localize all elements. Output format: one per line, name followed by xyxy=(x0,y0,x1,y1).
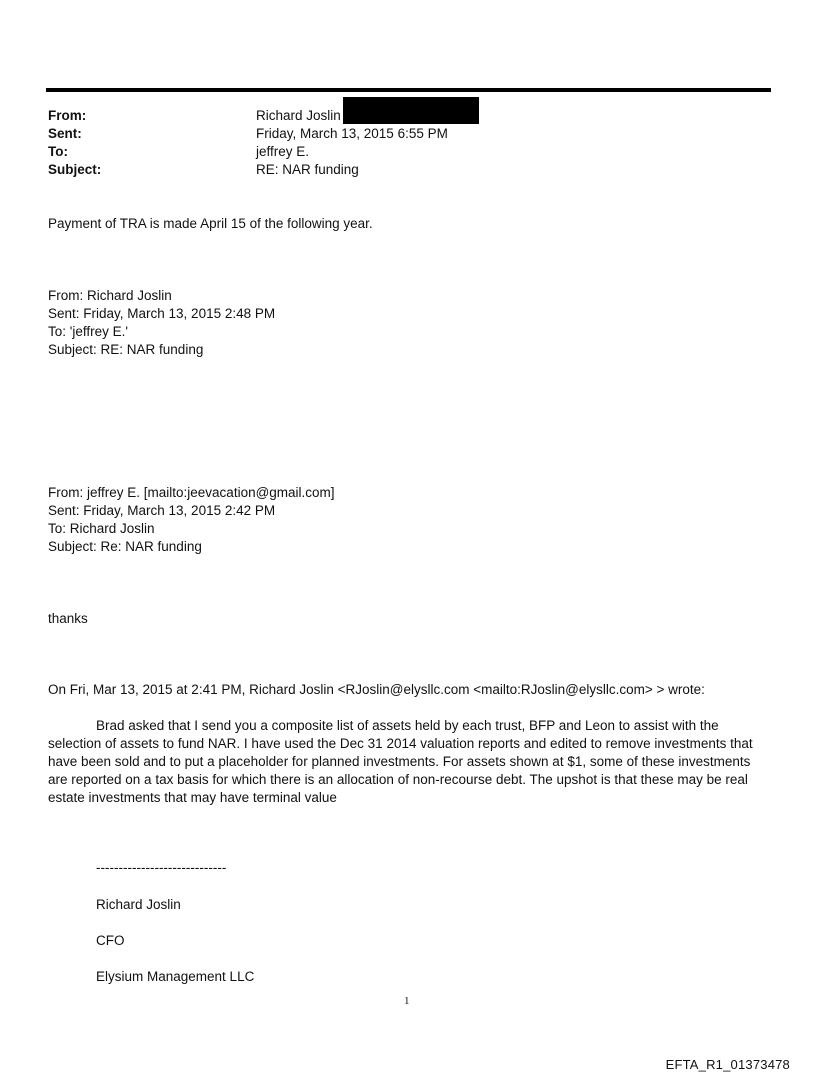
message-paragraph xyxy=(48,717,770,807)
subject-label: Subject: xyxy=(48,162,102,177)
quoted2-sent: Sent: Friday, March 13, 2015 2:42 PM xyxy=(48,503,276,518)
reply-text: thanks xyxy=(48,611,88,626)
redaction-box xyxy=(343,97,479,124)
message-paragraph-text: Brad asked that I send you a composite list of assets held by each trust, BFP and Leon to assist with the selection of assets to fund NAR. I have used the Dec 31 2014 valuation reports and edited to remove investments that have been sold and to put a placeholder for planned investments. For assets shown at $1, some of these investments are reported on a tax basis for which there is an allocation of non-recourse debt. The upshot is that these may be real estate investments that may have terminal value xyxy=(48,718,753,805)
quoted1-from: From: Richard Joslin xyxy=(48,288,172,303)
signature-company: Elysium Management LLC xyxy=(96,969,255,984)
quoted1-to: To: 'jeffrey E.' xyxy=(48,324,128,339)
from-label: From: xyxy=(48,108,87,123)
header-rule xyxy=(46,88,771,92)
sent-value: Friday, March 13, 2015 6:55 PM xyxy=(256,126,448,141)
on-wrote-line: On Fri, Mar 13, 2015 at 2:41 PM, Richard Joslin <RJoslin@elysllc.com <mailto:RJoslin@elysllc.com> > wrote: xyxy=(48,682,705,697)
body-line: Payment of TRA is made April 15 of the following year. xyxy=(48,216,373,231)
from-value: Richard Joslin xyxy=(256,108,341,123)
to-value: jeffrey E. xyxy=(256,144,310,159)
quoted1-subject: Subject: RE: NAR funding xyxy=(48,342,204,357)
subject-value: RE: NAR funding xyxy=(256,162,359,177)
page-number: 1 xyxy=(404,995,410,1007)
sent-label: Sent: xyxy=(48,126,82,141)
quoted1-sent: Sent: Friday, March 13, 2015 2:48 PM xyxy=(48,306,276,321)
quoted2-subject: Subject: Re: NAR funding xyxy=(48,539,202,554)
to-label: To: xyxy=(48,144,68,159)
quoted2-from: From: jeffrey E. [mailto:jeevacation@gmail.com] xyxy=(48,485,335,500)
signature-name: Richard Joslin xyxy=(96,897,181,912)
signature-title: CFO xyxy=(96,933,125,948)
quoted2-to: To: Richard Joslin xyxy=(48,521,155,536)
document-id: EFTA_R1_01373478 xyxy=(665,1057,790,1072)
signature-divider: ----------------------------- xyxy=(96,860,227,875)
